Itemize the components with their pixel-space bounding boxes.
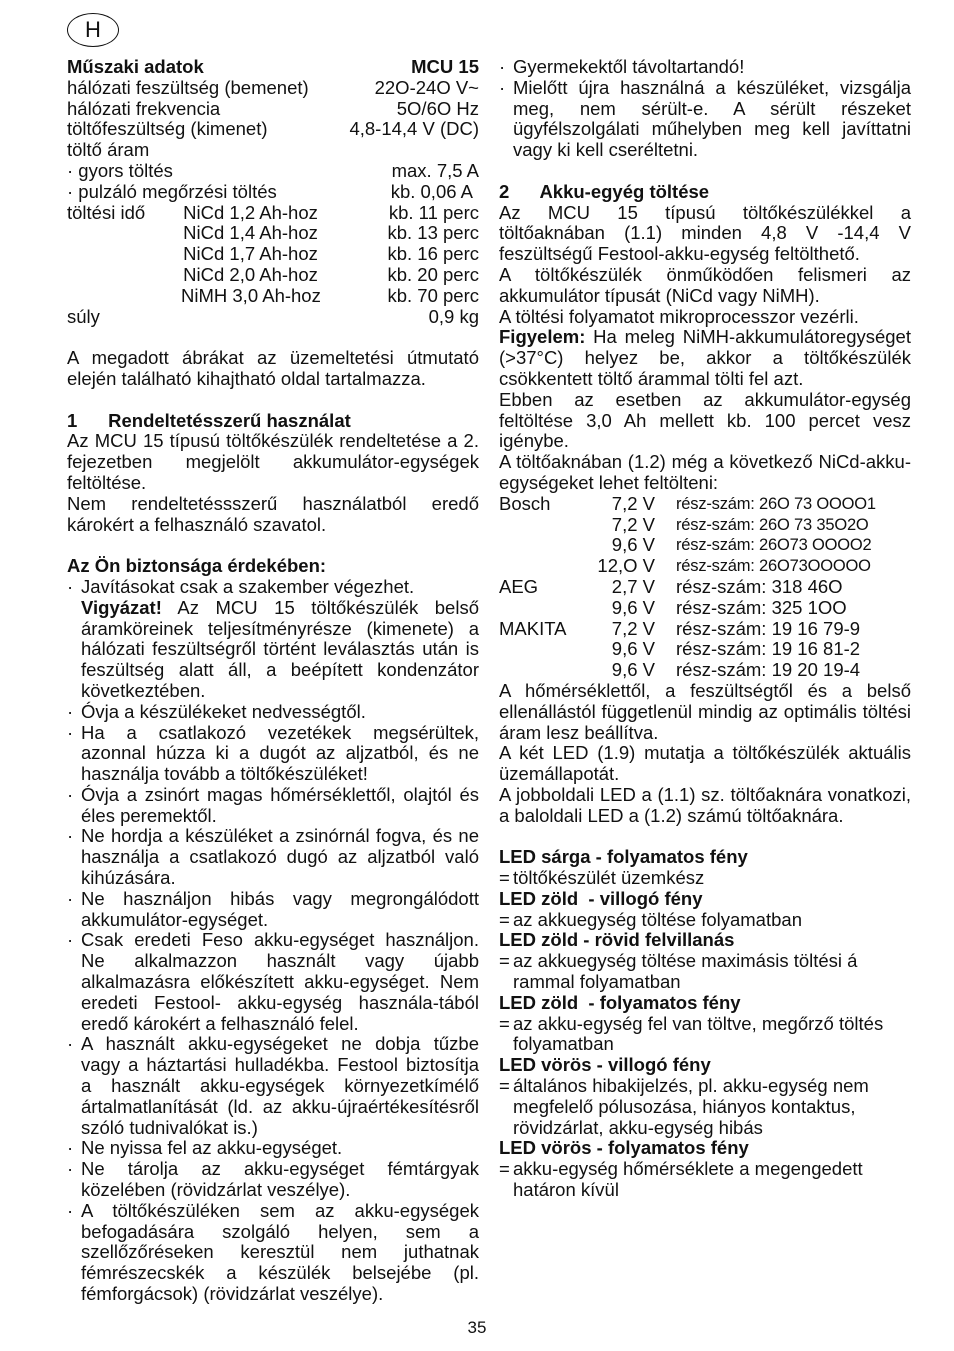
warning-label: Vigyázat! — [81, 596, 162, 618]
brand — [499, 535, 587, 556]
led-desc-text: az akku-egység fel van töltve, megőrző töltés folyamatban — [513, 1012, 884, 1055]
safety-item — [67, 1159, 479, 1201]
weight-row — [67, 307, 479, 328]
safety-text: Csak eredeti Feso akku-egységet használjon. Ne alkalmazzon használt vagy újabb alkalmazásra előkészített akku-egységet. Nem eredeti Festool- akku-egység használa-tából eredő károkért a felhasználó felel. — [81, 929, 479, 1034]
battery-row — [499, 515, 911, 536]
bullet: · — [67, 887, 74, 909]
safety-item — [67, 577, 479, 702]
spec-label: · pulzáló megőrzési töltés — [67, 180, 277, 202]
section-2-paragraph: Ebben az esetben az akkumulátor-egység feltöltése 3,0 Ah mellett kb. 100 percet vesz igénybe. — [499, 388, 911, 452]
safety-text: A használt akku-egységeket ne dobja tűzbe vagy a háztartási hulladékba. Festool biztosítja a használt akku-egységek környezetkímélő ártalmatlanítását (ld. az akku-újraértékesítésről szóló tudnivalókat is.) — [81, 1033, 479, 1138]
weight-label: súly — [67, 305, 100, 327]
led-desc-text: töltőkészülét üzemkész — [513, 867, 705, 889]
charge-time-label: töltési idő — [67, 201, 146, 223]
equals-sign: = — [499, 1075, 510, 1097]
safety-text: Óvja a zsinórt magas hőmérséklettől, olajtól és éles peremektől. — [81, 783, 479, 826]
bullet: · — [67, 825, 74, 847]
battery-type: NiCd 1,4 Ah-hoz — [183, 222, 318, 244]
brand — [499, 515, 587, 536]
part-number: rész-szám: 26O73 OOOO2 — [676, 536, 872, 555]
section-2-paragraph: A két LED (1.9) mutatja a töltőkészülék aktuális üzemállapotát. — [499, 742, 911, 785]
part-number: rész-szám: 26O73OOOOO — [676, 557, 871, 576]
equals-sign: = — [499, 1012, 510, 1034]
battery-row — [499, 535, 911, 556]
led-desc-text: akku-egység hőmérséklete a megengedett határon kívül — [513, 1158, 863, 1201]
charge-time-row — [67, 286, 479, 307]
safety-text: Javításokat csak a szakember végezhet. — [81, 575, 415, 597]
led-desc-text: általános hibakijelzés, pl. akku-egység nem megfelelő pólusozása, hiányos kontaktus, rövidzárlat, akku-egység hibás — [513, 1075, 869, 1138]
led-desc-text: az akkuegység töltése maximásis töltési á rammal folyamatban — [513, 950, 858, 993]
spec-row — [67, 182, 479, 203]
brand: AEG — [499, 575, 539, 597]
safety-item — [67, 889, 479, 931]
spec-row — [67, 161, 479, 182]
safety-text: A töltőkészüléken sem az akku-egységek befogadására szolgáló helyen, sem a szellőzőréseken keresztül nem juthatnak fémrészecskék a készülék belsejébe (pl. fémforgácsok) (rövidzárlat veszélye). — [81, 1199, 479, 1305]
safety-item — [67, 1201, 479, 1305]
safety-text: Ne nyissa fel az akku-egységet. — [81, 1137, 343, 1159]
spec-value: 22O-24O V~ — [374, 76, 479, 98]
safety-text: Mielőtt újra használná a készüléket, vizsgálja meg, nem sérült-e. A sérült részeket ügyfélszolgálati műhelyben meg kell javíttatni vagy ki kell cseréltetni. — [513, 76, 911, 161]
intro-paragraph: A megadott ábrákat az üzemeltetési útmutató elején található kihajtható oldal tartalmazza. — [67, 347, 479, 389]
part-number: rész-szám: 325 1OO — [676, 596, 847, 618]
spec-label: töltő áram — [67, 139, 150, 161]
voltage: 7,2 V — [611, 617, 655, 639]
safety-text: Ha a csatlakozó vezetékek megsérültek, azonnal húzza ki a dugót az aljzatból, és ne használja tovább a töltőkészüléket! — [81, 721, 479, 785]
spec-row — [67, 140, 479, 161]
spec-label: hálózati frekvencia — [67, 97, 221, 119]
section-1-paragraph: Nem rendeltetéssszerű használatból eredő károkért a felhasználó szavatol. — [67, 492, 479, 535]
brand — [499, 639, 587, 660]
spec-label: · gyors töltés — [67, 159, 173, 181]
safety-item — [67, 930, 479, 1034]
compatible-batteries-list — [499, 494, 911, 681]
spec-value: 5O/6O Hz — [396, 97, 479, 119]
led-status-heading: LED zöld - rövid felvillanás — [499, 929, 735, 951]
section-1-paragraph: Az MCU 15 típusú töltőkészülék rendeltetése a 2. fejezetben megjelölt akkumulátor-egységek feltöltése. — [67, 430, 479, 493]
voltage: 9,6 V — [611, 659, 655, 681]
safety-text: Óvja a készülékeket nedvességtől. — [81, 700, 366, 722]
bullet: · — [67, 1199, 74, 1221]
brand — [499, 660, 587, 681]
tech-data-heading — [67, 57, 479, 78]
left-column — [67, 57, 479, 1305]
spec-label: töltőfeszültség (kimenet) — [67, 118, 268, 140]
section-2-paragraph: A jobboldali LED a (1.1) sz. töltőaknára vonatkozi, a baloldali LED a (1.2) számú töltőaknára. — [499, 783, 911, 826]
voltage: 2,7 V — [611, 575, 655, 597]
voltage: 9,6 V — [611, 596, 655, 618]
section-2-paragraph: Az MCU 15 típusú töltőkészülékkel a töltőaknában (1.1) minden 4,8 V -14,4 V feszültségű Festool-akku-egység feltölthető. — [499, 201, 911, 265]
bullet: · — [67, 700, 74, 722]
led-status-description — [499, 951, 911, 993]
led-status-heading: LED vörös - villogó fény — [499, 1054, 711, 1076]
spec-value: 4,8-14,4 V (DC) — [349, 118, 479, 140]
safety-item — [67, 1138, 479, 1159]
spec-row — [67, 99, 479, 120]
bullet: · — [499, 56, 506, 77]
safety-item — [67, 826, 479, 888]
language-badge — [67, 13, 119, 47]
spec-row — [67, 119, 479, 140]
battery-type: NiCd 1,7 Ah-hoz — [183, 243, 318, 265]
equals-sign: = — [499, 908, 510, 930]
battery-row — [499, 639, 911, 660]
section-2-paragraph: A töltési folyamatot mikroprocesszor vezérli. — [499, 305, 859, 327]
warning-label: Figyelem: — [499, 326, 586, 348]
bullet: · — [67, 721, 74, 743]
led-status-heading: LED zöld - villogó fény — [499, 887, 703, 909]
voltage: 9,6 V — [611, 638, 655, 660]
safety-item — [67, 702, 479, 723]
brand: MAKITA — [499, 617, 567, 639]
tech-title: Műszaki adatok — [67, 56, 204, 77]
bullet: · — [67, 1137, 74, 1159]
section-1-heading: 1 Rendeltetésszerű használat — [67, 409, 351, 431]
safety-item — [499, 57, 911, 78]
bullet: · — [67, 929, 74, 951]
part-number: rész-szám: 19 16 81-2 — [676, 638, 861, 660]
section-2-paragraph: A hőmérséklettől, a feszültségtől és a belső ellenállástól függetlenül mindig az optimális töltési áram lesz beállítva. — [499, 679, 911, 743]
bullet: · — [67, 1033, 74, 1055]
spec-row — [67, 78, 479, 99]
spec-label: hálózati feszültség (bemenet) — [67, 76, 309, 98]
battery-row — [499, 598, 911, 619]
brand: Bosch — [499, 492, 551, 514]
spec-value: kb. 0,06 A — [390, 180, 473, 202]
battery-row — [499, 577, 911, 598]
led-status-description — [499, 1076, 911, 1138]
safety-text: Ne tárolja az akku-egységet fémtárgyak közelében (rövidzárlat veszélye). — [81, 1158, 479, 1201]
equals-sign: = — [499, 950, 510, 972]
battery-row — [499, 556, 911, 577]
charge-time: kb. 13 perc — [387, 222, 479, 244]
tech-model: MCU 15 — [411, 56, 479, 77]
part-number: rész-szám: 26O 73 OOOO1 — [676, 494, 876, 513]
safety-item — [67, 785, 479, 827]
battery-row — [499, 494, 911, 515]
safety-item — [67, 1034, 479, 1138]
led-status-description — [499, 910, 911, 931]
section-2-paragraph: A töltőaknában (1.2) még a következő NiCd-akku-egységeket lehet feltölteni: — [499, 451, 911, 493]
led-status-description — [499, 1014, 911, 1056]
voltage: 7,2 V — [611, 492, 655, 514]
led-status-heading: LED vörös - folyamatos fény — [499, 1137, 749, 1159]
battery-type: NiMH 3,0 Ah-hoz — [181, 284, 321, 306]
safety-text: Az MCU 15 töltőkészülék belső áramköreinek teljesítményrésze (kimenete) a hálózati feszültségről történt leválasztás után is feszültség alatt áll, a beépített kondenzátor következtében. — [81, 596, 479, 701]
battery-row — [499, 660, 911, 681]
equals-sign: = — [499, 1158, 510, 1180]
right-column — [499, 57, 911, 1201]
voltage: 9,6 V — [611, 534, 655, 556]
charge-time-row — [67, 244, 479, 265]
section-2-paragraph: A töltőkészülék önműködően felismeri az akkumulátor típusát (NiCd vagy NiMH). — [499, 263, 911, 306]
safety-item — [67, 723, 479, 785]
bullet: · — [67, 783, 74, 805]
part-number: rész-szám: 26O 73 35O2O — [676, 515, 869, 534]
led-desc-text: az akkuegység töltése folyamatban — [513, 908, 802, 930]
badge-letter: H — [85, 16, 101, 42]
battery-row — [499, 619, 911, 640]
warning-text: Ha meleg NiMH-akkumulátoregységet (>37°C) helyez be, akkor a töltőkészülék csökkentett töltő árammal tölti fel azt. — [499, 326, 911, 389]
voltage: 7,2 V — [611, 513, 655, 535]
brand — [499, 556, 587, 577]
battery-type: NiCd 2,0 Ah-hoz — [183, 263, 318, 285]
safety-text: Gyermekektől távoltartandó! — [513, 56, 745, 77]
charge-time-row — [67, 203, 479, 224]
charge-time: kb. 11 perc — [388, 201, 479, 223]
weight-value: 0,9 kg — [428, 305, 479, 327]
charge-time-row — [67, 265, 479, 286]
led-status-description — [499, 868, 911, 889]
safety-item — [499, 78, 911, 161]
part-number: rész-szám: 318 46O — [676, 575, 843, 597]
safety-text: Ne hordja a készüléket a zsinórnál fogva, és ne használja a csatlakozó dugó az aljzatból való kihúzására. — [81, 825, 479, 889]
bullet: · — [67, 575, 74, 597]
safety-heading: Az Ön biztonsága érdekében: — [67, 555, 327, 577]
equals-sign: = — [499, 867, 510, 889]
section-2-heading: 2 Akku-egyég töltése — [499, 180, 710, 202]
spec-value: max. 7,5 A — [391, 159, 479, 181]
led-status-heading: LED sárga - folyamatos fény — [499, 846, 748, 868]
brand — [499, 598, 587, 619]
led-status-heading: LED zöld - folyamatos fény — [499, 991, 741, 1013]
led-status-list — [499, 847, 911, 1201]
bullet: · — [499, 76, 506, 98]
charge-time: kb. 16 perc — [387, 243, 479, 265]
battery-type: NiCd 1,2 Ah-hoz — [183, 201, 318, 223]
led-status-description — [499, 1159, 911, 1201]
warning-paragraph — [499, 327, 911, 389]
charge-time: kb. 70 perc — [387, 284, 479, 306]
part-number: rész-szám: 19 20 19-4 — [676, 659, 861, 681]
charge-time-row — [67, 223, 479, 244]
voltage: 12,O V — [597, 555, 655, 577]
bullet: · — [67, 1158, 74, 1180]
page-number: 35 — [467, 1318, 487, 1337]
safety-text: Ne használjon hibás vagy megrongálódott akkumulátor-egységet. — [81, 887, 479, 930]
part-number: rész-szám: 19 16 79-9 — [676, 617, 861, 639]
charge-time: kb. 20 perc — [387, 263, 479, 285]
